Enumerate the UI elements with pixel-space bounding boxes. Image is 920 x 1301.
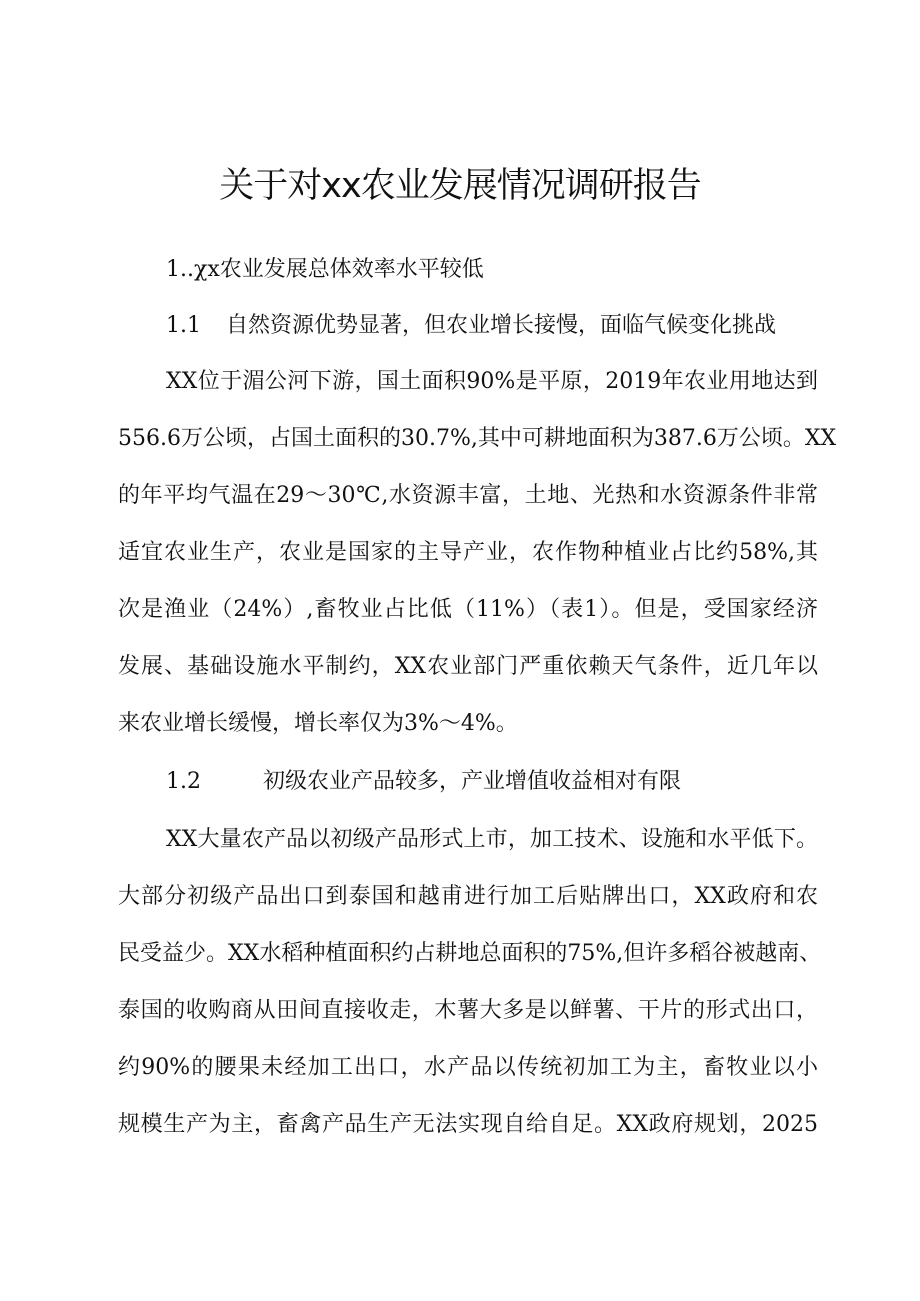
section-number: 1.1 xyxy=(166,313,201,338)
paragraph-line: XX位于湄公河下游，国土面积90%是平原，2019年农业用地达到 xyxy=(166,369,818,394)
section-heading-1-1 xyxy=(166,311,776,341)
paragraph-line: 发展、基础设施水平制约，XX农业部门严重依赖天气条件，近几年以 xyxy=(118,654,818,679)
paragraph-line: 约90%的腰果未经加工出口，水产品以传统初加工为主，畜牧业以小 xyxy=(118,1055,818,1080)
paragraph-line: 大部分初级产品出口到泰国和越甫进行加工后贴牌出口，XX政府和农 xyxy=(118,884,818,909)
section-number: 1.2 xyxy=(166,769,201,794)
paragraph-line: 规模生产为主，畜禽产品生产无法实现自给自足。XX政府规划，2025 xyxy=(118,1112,818,1137)
section-heading-1-2 xyxy=(166,767,681,797)
paragraph-line: 来农业增长缓慢，增长率仅为3%〜4%。 xyxy=(118,711,518,736)
paragraph-line: 的年平均气温在29〜30℃,水资源丰富，土地、光热和水资源条件非常 xyxy=(118,483,818,508)
paragraph-line: 泰国的收购商从田间直接收走，木薯大多是以鲜薯、干片的形式出口， xyxy=(118,998,818,1023)
paragraph-line: 次是渔业（24%）,畜牧业占比低（11%）（表1）。但是，受国家经济 xyxy=(118,597,818,622)
section-heading-text: 自然资源优势显著，但农业增长接慢，面临气候变化挑战 xyxy=(226,313,777,338)
paragraph-line: 民受益少。XX水稻种植面积约占耕地总面积的75%,但许多稻谷被越南、 xyxy=(118,941,822,966)
section-heading-text: 初级农业产品较多，产业增值收益相对有限 xyxy=(263,769,682,794)
paragraph-line: XX大量农产品以初级产品形式上市，加工技术、设施和水平低下。 xyxy=(166,827,818,852)
document-title: 关于对xx农业发展情况调研报告 xyxy=(219,166,701,206)
paragraph-line: 适宜农业生产，农业是国家的主导产业，农作物种植业占比约58%,其 xyxy=(118,540,818,565)
paragraph-line: 556.6万公顷，占国土面积的30.7%,其中可耕地面积为387.6万公顷。XX xyxy=(118,426,837,451)
section-heading-1: 1..χx农业发展总体效率水平较低 xyxy=(166,257,484,282)
